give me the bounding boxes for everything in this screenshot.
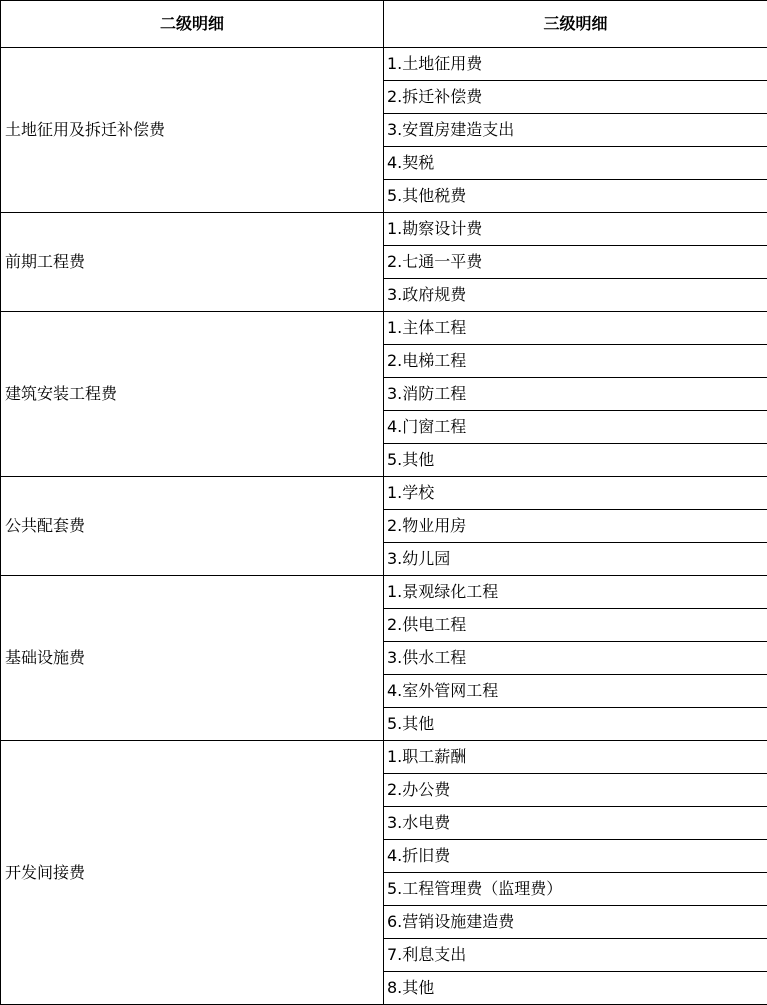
level3-item-cell: 3.水电费 [384, 807, 767, 840]
level3-item-cell: 4.室外管网工程 [384, 675, 767, 708]
level3-item-cell: 1.学校 [384, 477, 767, 510]
level3-item-cell: 4.契税 [384, 147, 767, 180]
table-row [1, 477, 767, 510]
level3-item-cell: 2.办公费 [384, 774, 767, 807]
table-row [1, 213, 767, 246]
level3-item-cell: 5.其他税费 [384, 180, 767, 213]
table-header [1, 1, 767, 48]
level3-item-cell: 3.政府规费 [384, 279, 767, 312]
header-row [1, 1, 767, 48]
table-row [1, 48, 767, 81]
level3-item-cell: 3.幼儿园 [384, 543, 767, 576]
level2-category-cell: 公共配套费 [1, 477, 384, 576]
level3-item-cell: 7.利息支出 [384, 939, 767, 972]
level3-item-cell: 6.营销设施建造费 [384, 906, 767, 939]
level3-item-cell: 1.景观绿化工程 [384, 576, 767, 609]
table-body [1, 48, 767, 1005]
level3-item-cell: 2.七通一平费 [384, 246, 767, 279]
level2-category-cell: 建筑安装工程费 [1, 312, 384, 477]
level3-item-cell: 5.其他 [384, 444, 767, 477]
table-row [1, 741, 767, 774]
level3-item-cell: 4.门窗工程 [384, 411, 767, 444]
level3-item-cell: 2.拆迁补偿费 [384, 81, 767, 114]
level3-item-cell: 3.消防工程 [384, 378, 767, 411]
level3-item-cell: 2.电梯工程 [384, 345, 767, 378]
header-level3-detail: 三级明细 [384, 1, 767, 48]
level3-item-cell: 3.安置房建造支出 [384, 114, 767, 147]
level3-item-cell: 1.职工薪酬 [384, 741, 767, 774]
level2-category-cell: 土地征用及拆迁补偿费 [1, 48, 384, 213]
level3-item-cell: 5.工程管理费（监理费） [384, 873, 767, 906]
level2-category-cell: 前期工程费 [1, 213, 384, 312]
table-row [1, 312, 767, 345]
level3-item-cell: 8.其他 [384, 972, 767, 1005]
level2-category-cell: 开发间接费 [1, 741, 384, 1005]
level3-item-cell: 1.土地征用费 [384, 48, 767, 81]
level3-item-cell: 1.主体工程 [384, 312, 767, 345]
level3-item-cell: 3.供水工程 [384, 642, 767, 675]
level3-item-cell: 2.物业用房 [384, 510, 767, 543]
level3-item-cell: 2.供电工程 [384, 609, 767, 642]
header-level2-detail: 二级明细 [1, 1, 384, 48]
level3-item-cell: 5.其他 [384, 708, 767, 741]
level3-item-cell: 1.勘察设计费 [384, 213, 767, 246]
table-row [1, 576, 767, 609]
level2-category-cell: 基础设施费 [1, 576, 384, 741]
level3-item-cell: 4.折旧费 [384, 840, 767, 873]
